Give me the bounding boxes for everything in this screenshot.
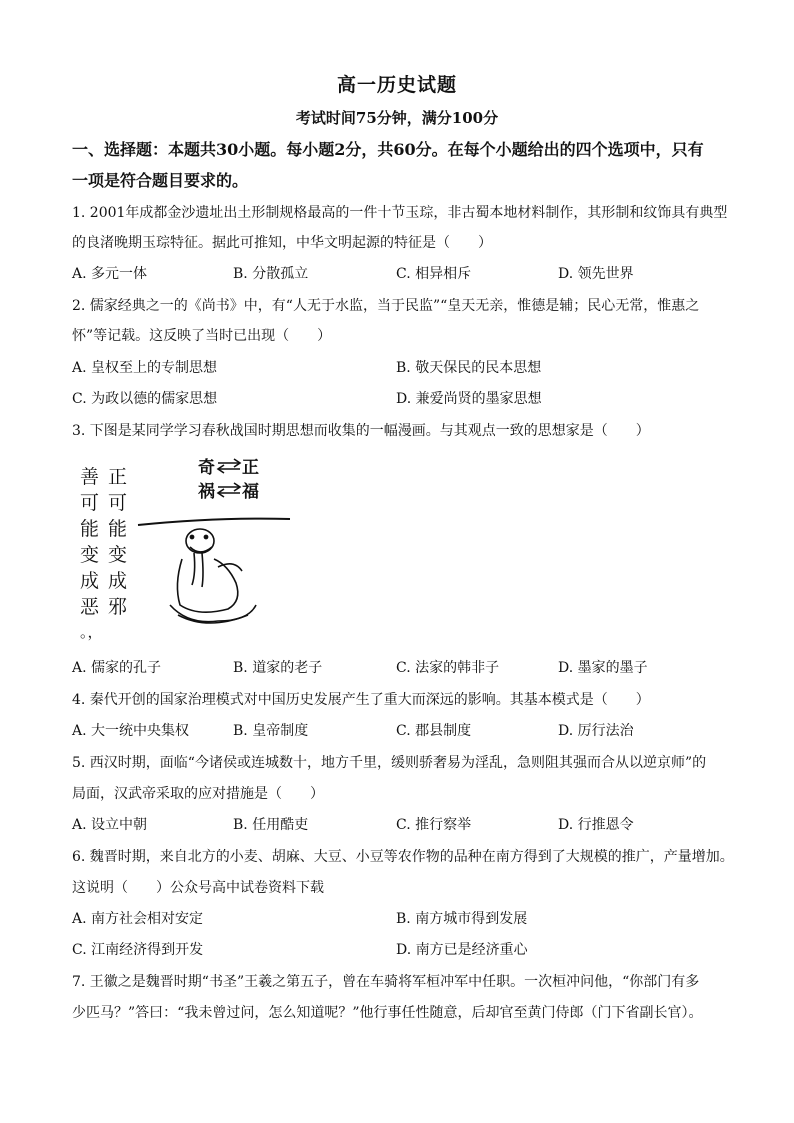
cartoon-right-char: 变: [108, 544, 128, 566]
q4-option-a: A. 大一统中央集权: [72, 723, 190, 739]
q1-stem-line2: 的良渚晚期玉琮特征。据此可推知，中华文明起源的特征是（ ）: [72, 235, 492, 251]
q6-option-a: A. 南方社会相对安定: [72, 911, 204, 927]
q3-option-d: D. 墨家的墨子: [558, 660, 648, 676]
q2-option-d: D. 兼爱尚贤的墨家思想: [396, 391, 542, 407]
section-heading-line1: 一、选择题：本题共30小题。每小题2分，共60分。在每个小题给出的四个选项中，只有: [72, 140, 704, 159]
q6-option-d: D. 南方已是经济重心: [396, 942, 528, 958]
q2-stem-line2: 怀”等记载。这反映了当时已出现（ ）: [72, 328, 332, 344]
q6-option-c: C. 江南经济得到开发: [72, 942, 204, 958]
cartoon-arrows: [218, 459, 240, 497]
cartoon-pair-char: 福: [242, 482, 259, 502]
q6-stem-line1: 6. 魏晋时期，来自北方的小麦、胡麻、大豆、小豆等农作物的品种在南方得到了大规模的推广，产量增加。: [72, 849, 734, 865]
q2-stem-line1: 2. 儒家经典之一的《尚书》中，有“人无于水监，当于民监”“皇天无亲，惟德是辅；民心无常，惟惠之: [72, 298, 700, 314]
q6-stem-line2: 这说明（ ）公众号高中试卷资料下载: [72, 880, 324, 896]
cartoon-figure: [170, 529, 256, 623]
q2-option-a: A. 皇权至上的专制思想: [72, 360, 218, 376]
q1-option-a: A. 多元一体: [72, 266, 148, 282]
q4-option-d: D. 厉行法治: [558, 723, 634, 739]
cartoon-left-char: 善: [80, 466, 100, 488]
cartoon-right-char: 成: [108, 570, 128, 592]
q5-option-b: B. 任用酷吏: [233, 817, 309, 833]
cartoon-punctuation: 。，: [80, 623, 103, 641]
q5-option-a: A. 设立中朝: [72, 817, 148, 833]
q5-stem-line1: 5. 西汉时期，面临“今诸侯或连城数十，地方千里，缓则骄奢易为淫乱，急则阻其强而合从以逆京师”的: [72, 755, 707, 771]
q3-stem-line1: 3. 下图是某同学学习春秋战国时期思想而收集的一幅漫画。与其观点一致的思想家是（ ）: [72, 423, 650, 439]
cartoon-left-char: 恶: [80, 596, 100, 618]
cartoon-pair-char: 祸: [198, 482, 215, 502]
q1-option-c: C. 相异相斥: [396, 266, 472, 282]
q3-cartoon: [78, 455, 298, 645]
cartoon-line: [138, 519, 290, 525]
cartoon-pair-char: 奇: [198, 458, 215, 478]
q5-option-c: C. 推行察举: [396, 817, 472, 833]
q1-option-b: B. 分散孤立: [233, 266, 309, 282]
cartoon-right-char: 正: [108, 466, 128, 488]
page-title: 高一历史试题: [336, 74, 457, 96]
cartoon-left-char: 成: [80, 570, 100, 592]
q3-option-a: A. 儒家的孔子: [72, 660, 162, 676]
q4-stem-line1: 4. 秦代开创的国家治理模式对中国历史发展产生了重大而深远的影响。其基本模式是（ ）: [72, 692, 650, 708]
q6-option-b: B. 南方城市得到发展: [396, 911, 528, 927]
q1-stem-line1: 1. 2001年成都金沙遗址出土形制规格最高的一件十节玉琮，非古蜀本地材料制作，其形制和纹饰具有典型: [72, 205, 728, 221]
q1-option-d: D. 领先世界: [558, 266, 634, 282]
q4-option-b: B. 皇帝制度: [233, 723, 309, 739]
q7-stem-line1: 7. 王徽之是魏晋时期“书圣”王羲之第五子，曾在车骑将军桓冲军中任职。一次桓冲问他，“你部门有多: [72, 974, 700, 990]
q2-option-b: B. 敬天保民的民本思想: [396, 360, 542, 376]
q5-stem-line2: 局面，汉武帝采取的应对措施是（ ）: [72, 786, 324, 802]
q2-option-c: C. 为政以德的儒家思想: [72, 391, 218, 407]
cartoon-right-char: 可: [108, 492, 128, 514]
q3-option-b: B. 道家的老子: [233, 660, 323, 676]
exam-subtitle: 考试时间75分钟，满分100分: [295, 109, 499, 127]
q4-option-c: C. 郡县制度: [396, 723, 472, 739]
cartoon-pair-char: 正: [242, 458, 259, 478]
cartoon-right-char: 能: [108, 518, 128, 540]
cartoon-left-char: 变: [80, 544, 100, 566]
cartoon-left-char: 可: [80, 492, 100, 514]
q5-option-d: D. 行推恩令: [558, 817, 634, 833]
q3-option-c: C. 法家的韩非子: [396, 660, 500, 676]
cartoon-left-char: 能: [80, 518, 100, 540]
q7-stem-line2: 少匹马？”答曰：“我未曾过问，怎么知道呢？”他行事任性随意，后却官至黄门侍郎（门下省副长官）。: [72, 1005, 703, 1021]
cartoon-right-char: 邪: [108, 596, 128, 618]
section-heading-line2: 一项是符合题目要求的。: [72, 171, 249, 190]
